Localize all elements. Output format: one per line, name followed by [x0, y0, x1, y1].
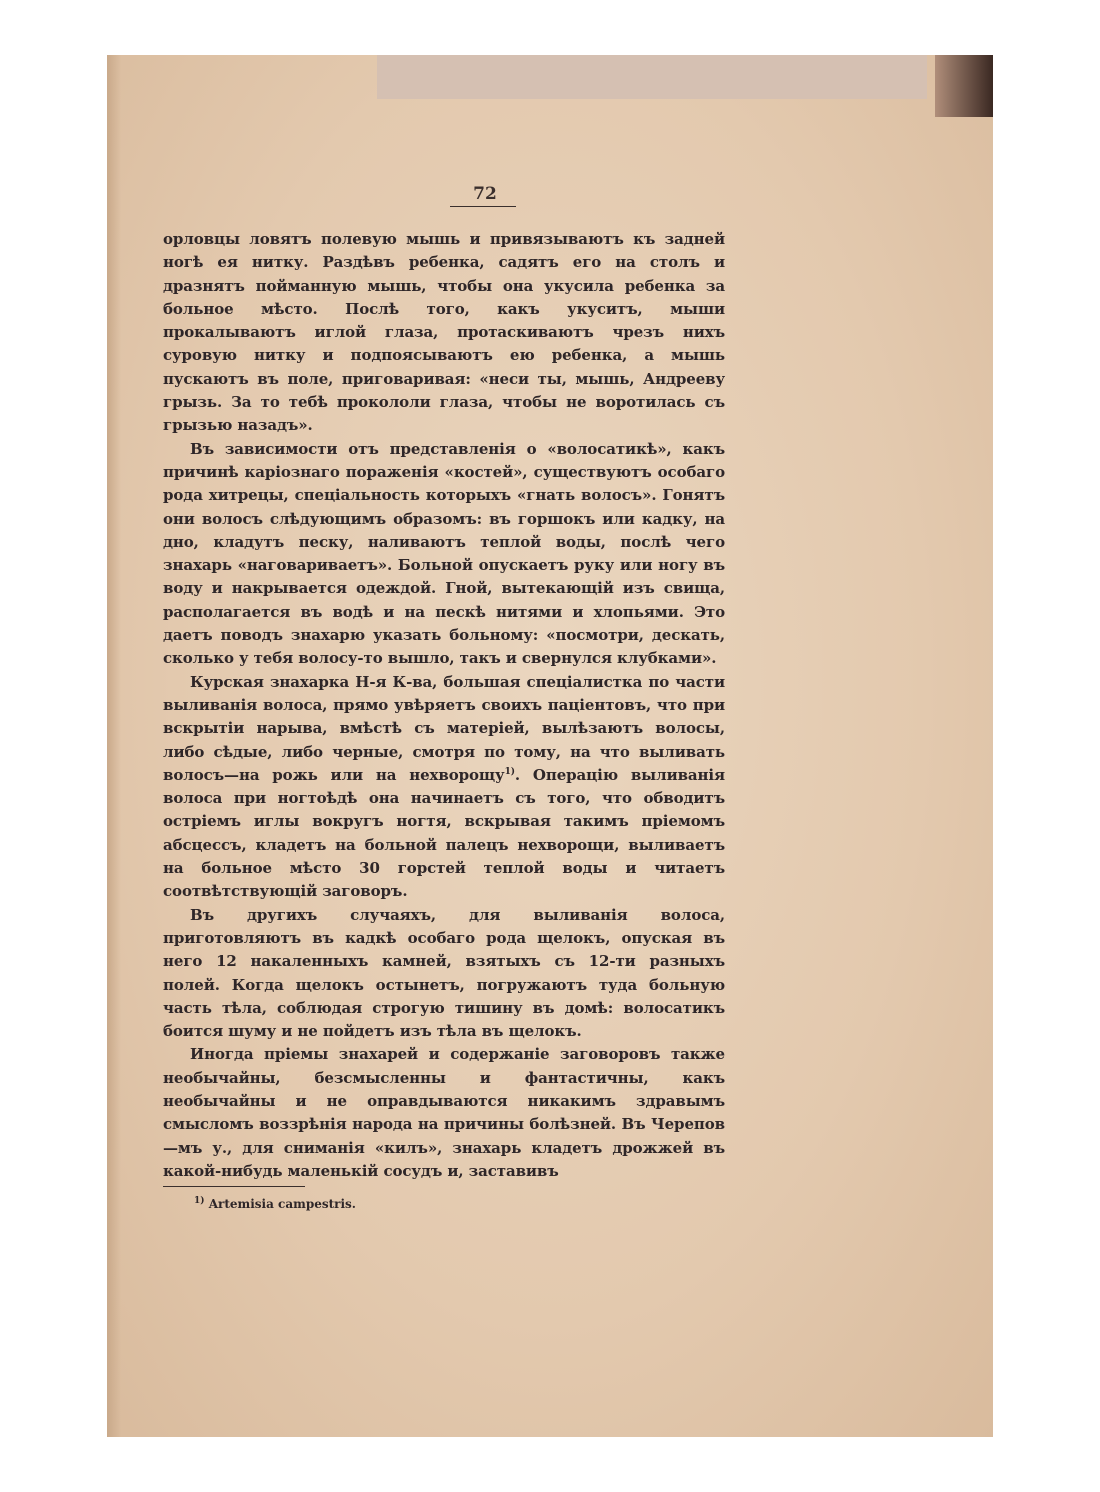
paragraph-3-text-after-note: . Операцію выливанія волоса при ногтоѣдѣ она начинаетъ съ того, что обводитъ остріемъ иглы вокругъ ногтя, вскрывая такимъ пріемомъ абсцессъ, кладетъ на больной палецъ нехворощи, выливаетъ на больное мѣсто 30 горстей теплой воды и читаетъ соотвѣтствующій заговоръ. [163, 765, 726, 901]
paper-tab-strip [377, 55, 927, 99]
paragraph-1: орловцы ловятъ полевую мышь и привязываютъ къ задней ногѣ ея нитку. Раздѣвъ ребенка, садятъ его на столъ и дразнятъ пойманную мышь, чтобы она укусила ребенка за больное мѣсто. Послѣ того, какъ укуситъ, мыши прокалываютъ иглой глаза, протаскиваютъ чрезъ нихъ суровую нитку и подпоясываютъ ею ребенка, а мышь пускаютъ въ поле, приговаривая: «неси ты, мышь, Андрееву грызь. За то тебѣ прокололи глаза, чтобы не воротилась съ грызью назадъ». [163, 230, 725, 435]
paragraph-3-text-before-note: Курская знахарка Н-я К-ва, большая спеціалистка по части выливанія волоса, прямо увѣряетъ своихъ паціентовъ, что при вскрытіи нарыва, вмѣстѣ съ матеріей, вылѣзаютъ волосы, либо сѣдые, либо черные, смотря по тому, на что выливать волосъ—на рожь или на нехворощу [163, 672, 725, 784]
page-number-rule [450, 206, 516, 207]
footnote-text: Artemisia campestris. [204, 1197, 356, 1211]
footnote-rule [163, 1186, 305, 1187]
paragraph-4: Въ другихъ случаяхъ, для выливанія волоса, приготовляютъ въ кадкѣ особаго рода щелокъ, опуская въ него 12 накаленныхъ камней, взятыхъ съ 12-ти разныхъ полей. Когда щелокъ остынетъ, погружаютъ туда больную часть тѣла, соблюдая строгую тишину въ домѣ: волосатикъ боится шуму и не пойдетъ изъ тѣла въ щелокъ. [163, 905, 725, 1041]
paragraph-2: Въ зависимости отъ представленія о «волосатикѣ», какъ причинѣ каріознаго пораженія «костей», существуютъ особаго рода хитрецы, спеціальность которыхъ «гнать волосъ». Гонятъ они волосъ слѣдующимъ образомъ: въ горшокъ или кадку, на дно, кладутъ песку, наливаютъ теплой воды, послѣ чего знахарь «наговариваетъ». Больной опускаетъ руку или ногу въ воду и накрывается одеждой. Гной, вытекающій изъ свища, располагается въ водѣ и на пескѣ нитями и хлопьями. Это даетъ поводъ знахарю указать больному: «посмотри, дескать, сколько у тебя волосу-то вышло, такъ и свернулся клубками». [163, 439, 725, 668]
body-text [163, 228, 725, 1183]
paragraph-5: Иногда пріемы знахарей и содержаніе заговоровъ также необычайны, безсмысленны и фантастичны, какъ необычайны и не оправдываются никакимъ здравымъ смысломъ воззрѣнія народа на причины болѣзней. Въ Черепов—мъ у., для сниманія «килъ», знахарь кладетъ дрожжей въ какой-нибудь маленькій сосудъ и, заставивъ [163, 1045, 725, 1180]
footnote-reference: 1) [504, 766, 515, 777]
footnote [194, 1197, 356, 1211]
book-cover-corner [935, 55, 993, 117]
page-shadow-edge [107, 55, 121, 1437]
paragraph-3 [163, 671, 725, 904]
page-number: 72 [473, 184, 497, 204]
footnote-mark: 1) [194, 1196, 205, 1206]
